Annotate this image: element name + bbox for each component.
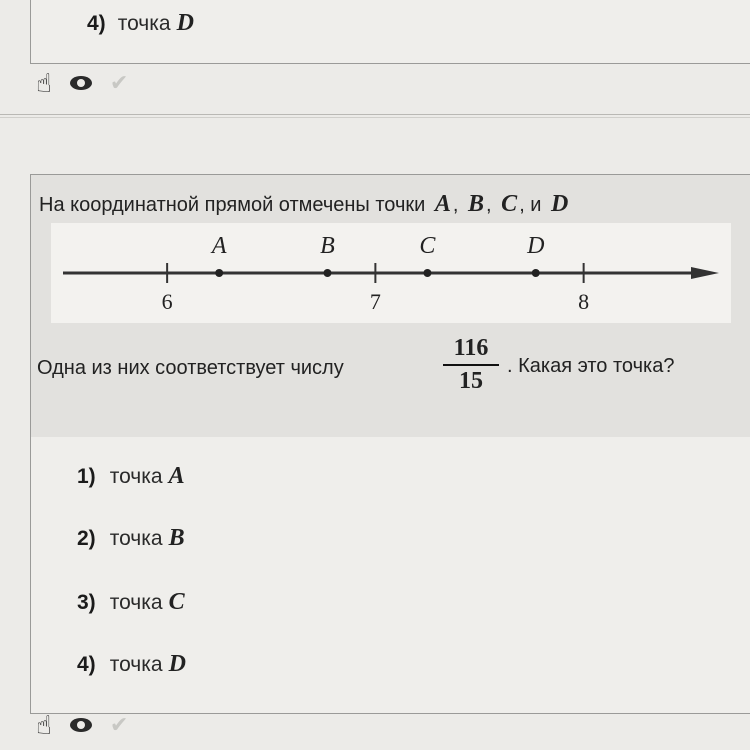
eye-icon[interactable]: [70, 76, 92, 90]
eye-icon[interactable]: [70, 718, 92, 732]
number-line-point-label-a: A: [211, 233, 227, 259]
previous-answer-option-4[interactable]: [87, 10, 194, 37]
option-text: точка: [117, 12, 171, 35]
fraction-numerator: 116: [443, 335, 499, 366]
answer-option-4[interactable]: [77, 651, 186, 678]
question-stem-line1: [39, 191, 570, 218]
stem-letter-d: D: [551, 191, 569, 217]
stem2-prefix: Одна из них соответствует числу: [37, 357, 344, 379]
number-line-tick-label: 7: [369, 289, 381, 314]
stem-and: , и: [519, 194, 542, 216]
number-line-tick-label: 6: [161, 289, 173, 314]
option-letter: D: [168, 651, 186, 677]
number-line-point-d: [532, 269, 540, 277]
option-number: 2): [77, 527, 96, 550]
stem-separator: ,: [452, 194, 459, 216]
number-line-arrow: [691, 267, 719, 279]
answer-option-3[interactable]: [77, 589, 185, 616]
answer-option-1[interactable]: [77, 463, 185, 490]
stem-letter-c: C: [501, 191, 518, 217]
stem2-suffix: . Какая это точка?: [507, 355, 675, 377]
option-letter: B: [168, 525, 185, 551]
number-line-point-c: [423, 269, 431, 277]
number-line-point-b: [323, 269, 331, 277]
number-line-point-label-d: D: [527, 233, 545, 259]
option-number: 4): [87, 12, 106, 35]
hand-pointer-icon[interactable]: ☝: [36, 710, 52, 740]
question-separator: [0, 114, 750, 118]
number-line: [51, 223, 731, 323]
option-number: 3): [77, 591, 96, 614]
question-toolbar: [36, 712, 128, 738]
stem-letter-b: B: [468, 191, 485, 217]
hand-pointer-icon[interactable]: ☝: [36, 68, 52, 98]
option-number: 1): [77, 465, 96, 488]
number-line-point-label-c: C: [419, 233, 436, 259]
option-text: точка: [109, 527, 163, 550]
checkmark-icon[interactable]: ✔: [109, 70, 129, 95]
option-text: точка: [109, 591, 163, 614]
number-line-point-a: [215, 269, 223, 277]
option-letter: A: [168, 463, 185, 489]
stem-separator: ,: [486, 194, 492, 216]
number-line-tick-label: 8: [578, 289, 590, 314]
fraction-denominator: 15: [459, 368, 483, 394]
option-letter: D: [176, 10, 194, 36]
previous-question-toolbar: [36, 70, 128, 96]
stem-text: На координатной прямой отмечены точки: [39, 194, 426, 216]
question-stem-area: [31, 175, 750, 437]
stem-letter-a: A: [434, 191, 451, 217]
previous-question-box: [30, 0, 750, 64]
number-line-figure: [51, 223, 731, 323]
question-box: [30, 174, 750, 714]
answer-option-2[interactable]: [77, 525, 185, 552]
question-stem-line2: [31, 335, 750, 405]
option-letter: C: [168, 589, 185, 615]
checkmark-icon[interactable]: ✔: [109, 712, 129, 737]
number-line-point-label-b: B: [320, 233, 335, 259]
fraction: [443, 335, 499, 395]
option-text: точка: [109, 653, 163, 676]
option-number: 4): [77, 653, 96, 676]
option-text: точка: [109, 465, 163, 488]
